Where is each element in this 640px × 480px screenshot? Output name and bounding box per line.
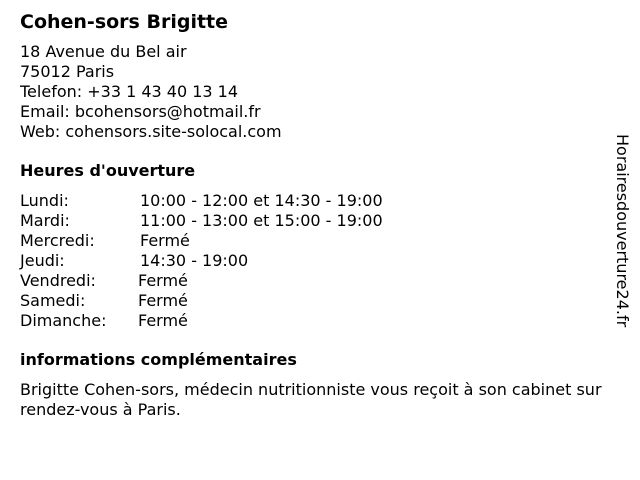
day-label: Jeudi: — [20, 251, 65, 270]
phone-line: Telefon: +33 1 43 40 13 14 — [20, 82, 239, 101]
day-label: Samedi: — [20, 291, 86, 310]
hours-row-thursday — [20, 251, 610, 271]
day-hours: Fermé — [138, 291, 188, 310]
hours-row-friday — [20, 271, 610, 291]
hours-table — [20, 191, 610, 331]
hours-row-tuesday — [20, 211, 610, 231]
day-hours: Fermé — [138, 311, 188, 330]
info-heading: informations complémentaires — [20, 350, 297, 369]
hours-row-wednesday — [20, 231, 610, 251]
day-hours: Fermé — [138, 271, 188, 290]
day-hours: 11:00 - 13:00 et 15:00 - 19:00 — [140, 211, 383, 230]
hours-row-monday — [20, 191, 610, 211]
site-watermark: Horairesdouverture24.fr — [613, 134, 632, 328]
contact-block — [20, 42, 610, 142]
hours-row-saturday — [20, 291, 610, 311]
hours-heading: Heures d'ouverture — [20, 161, 196, 180]
day-hours: 10:00 - 12:00 et 14:30 - 19:00 — [140, 191, 383, 210]
address-line-1: 18 Avenue du Bel air — [20, 42, 187, 61]
hours-row-sunday — [20, 311, 610, 331]
business-name: Cohen-sors Brigitte — [20, 11, 229, 33]
day-hours: 14:30 - 19:00 — [140, 251, 249, 270]
day-label: Lundi: — [20, 191, 69, 210]
day-label: Mardi: — [20, 211, 70, 230]
day-hours: Fermé — [140, 231, 190, 250]
address-line-2: 75012 Paris — [20, 62, 115, 81]
day-label: Dimanche: — [20, 311, 107, 330]
day-label: Vendredi: — [20, 271, 96, 290]
email-line: Email: bcohensors@hotmail.fr — [20, 102, 261, 121]
info-text: Brigitte Cohen-sors, médecin nutritionniste vous reçoit à son cabinet sur rendez-vous à Paris. — [20, 380, 602, 419]
day-label: Mercredi: — [20, 231, 95, 250]
web-line: Web: cohensors.site-solocal.com — [20, 122, 282, 141]
business-card — [20, 10, 610, 420]
